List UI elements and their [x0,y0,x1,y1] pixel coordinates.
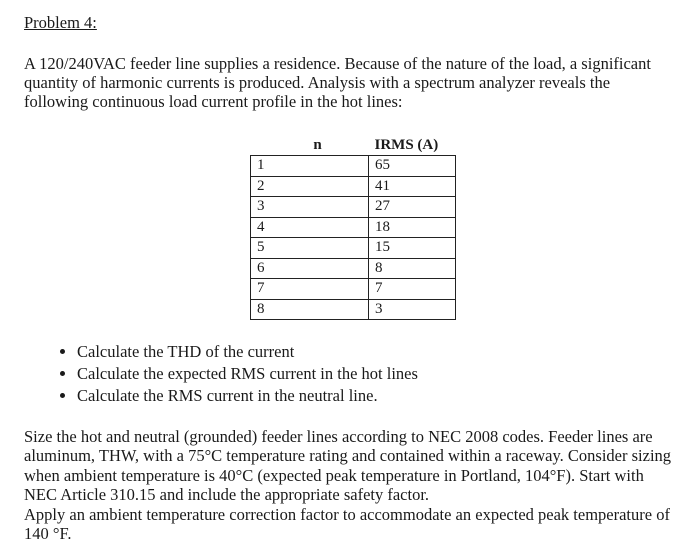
list-item: • Calculate the expected RMS current in the hot lines [77,363,418,385]
cell-irms: 65 [369,156,456,177]
table-row [251,279,456,300]
cell-irms: 18 [369,217,456,238]
cell-irms: 27 [369,197,456,218]
problem-heading: Problem 4: [24,13,97,32]
table-row [251,258,456,279]
instructions-paragraph-2: Apply an ambient temperature correction factor to accommodate an expected peak temperature of 140 °F. [24,504,670,544]
cell-harmonic-order: 6 [251,258,369,279]
problem-intro: A 120/240VAC feeder line supplies a residence. Because of the nature of the load, a significant quantity of harmonic currents is produced. Analysis with a spectrum analyzer reveals the following continuous load current profile in the hot lines: [24,54,651,111]
header-harmonic-order: n [313,136,322,153]
sizing-instructions [24,427,674,543]
table-row [251,197,456,218]
cell-irms: 41 [369,176,456,197]
cell-harmonic-order: 4 [251,217,369,238]
task-list [53,341,418,407]
cell-irms: 8 [369,258,456,279]
current-profile-table [250,135,456,320]
table-row [251,238,456,259]
table-row [251,156,456,177]
table-row [251,299,456,320]
list-item: • Calculate the RMS current in the neutral line. [77,385,418,407]
table-header-row [251,135,456,156]
cell-irms: 3 [369,299,456,320]
instructions-paragraph-1: Size the hot and neutral (grounded) feeder lines according to NEC 2008 codes. Feeder lines are aluminum, THW, with a 75°C temperature rating and contained within a raceway. Consider sizing when ambient temperature is 40°C (expected peak temperature in Portland, 104°F). Start with NEC Article 310.15 and include the appropriate safety factor. [24,427,672,505]
cell-irms: 15 [369,238,456,259]
header-irms: IRMS (A) [374,136,439,153]
cell-harmonic-order: 5 [251,238,369,259]
cell-irms: 7 [369,279,456,300]
cell-harmonic-order: 8 [251,299,369,320]
cell-harmonic-order: 3 [251,197,369,218]
list-item: • Calculate the THD of the current [77,341,418,363]
table-row [251,217,456,238]
cell-harmonic-order: 7 [251,279,369,300]
cell-harmonic-order: 2 [251,176,369,197]
cell-harmonic-order: 1 [251,156,369,177]
table-row [251,176,456,197]
current-profile-table-wrap [250,135,456,320]
